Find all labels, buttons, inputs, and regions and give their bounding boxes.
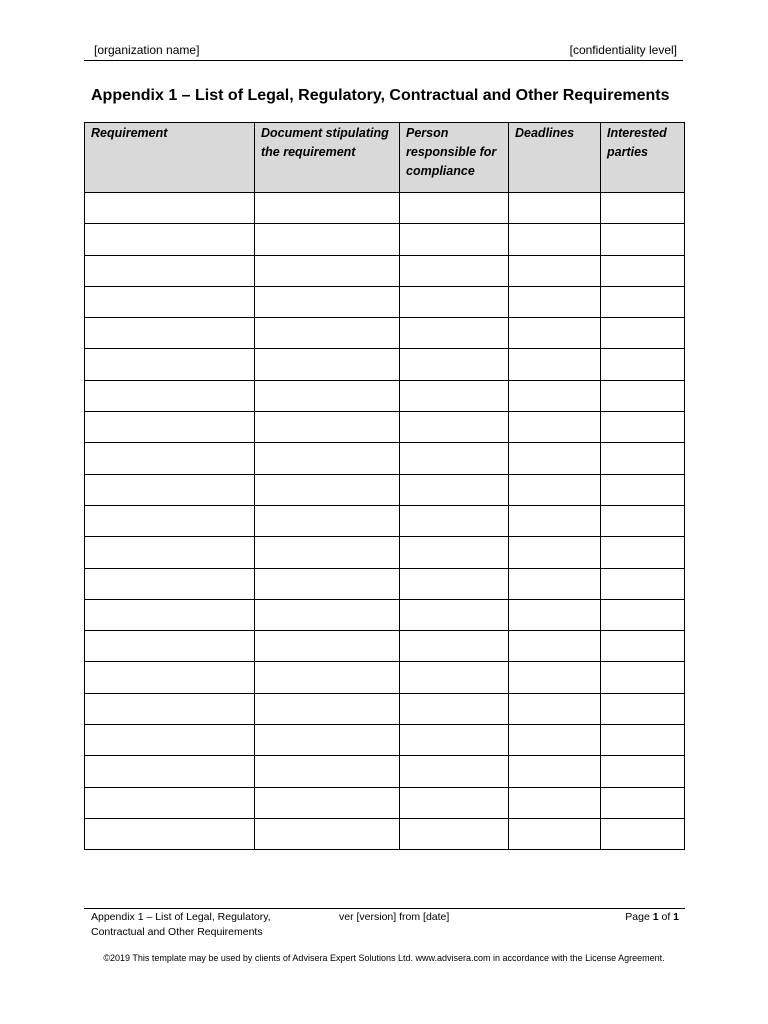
table-body (85, 193, 685, 850)
table-cell[interactable] (509, 662, 601, 693)
requirements-table (84, 122, 685, 850)
table-cell[interactable] (85, 224, 255, 255)
table-cell[interactable] (400, 662, 509, 693)
table-cell[interactable] (85, 756, 255, 787)
table-cell[interactable] (255, 318, 400, 349)
table-cell[interactable] (509, 537, 601, 568)
table-cell[interactable] (601, 818, 685, 849)
table-cell[interactable] (509, 380, 601, 411)
table-cell[interactable] (509, 568, 601, 599)
column-header-deadlines: Deadlines (509, 123, 601, 193)
table-cell[interactable] (255, 505, 400, 536)
organization-name: [organization name] (94, 43, 200, 57)
table-header-row (85, 123, 685, 193)
table-row (85, 505, 685, 536)
table-cell[interactable] (400, 537, 509, 568)
table-row (85, 599, 685, 630)
table-row (85, 255, 685, 286)
table-cell[interactable] (400, 255, 509, 286)
table-cell[interactable] (509, 224, 601, 255)
table-cell[interactable] (85, 818, 255, 849)
table-cell[interactable] (509, 599, 601, 630)
table-cell[interactable] (255, 412, 400, 443)
table-cell[interactable] (85, 443, 255, 474)
table-cell[interactable] (255, 443, 400, 474)
table-cell[interactable] (601, 318, 685, 349)
column-header-document: Document stipulating the requirement (255, 123, 400, 193)
table-cell[interactable] (85, 286, 255, 317)
table-cell[interactable] (400, 505, 509, 536)
table-cell[interactable] (255, 224, 400, 255)
table-cell[interactable] (85, 787, 255, 818)
table-cell[interactable] (509, 412, 601, 443)
table-cell[interactable] (601, 787, 685, 818)
table-cell[interactable] (509, 818, 601, 849)
table-cell[interactable] (509, 693, 601, 724)
page-footer (84, 908, 685, 938)
table-cell[interactable] (85, 599, 255, 630)
table-row (85, 443, 685, 474)
table-cell[interactable] (509, 443, 601, 474)
table-cell[interactable] (601, 725, 685, 756)
table-row (85, 818, 685, 849)
table-cell[interactable] (601, 662, 685, 693)
table-cell[interactable] (601, 537, 685, 568)
table-cell[interactable] (509, 318, 601, 349)
table-row (85, 787, 685, 818)
table-cell[interactable] (509, 349, 601, 380)
table-row (85, 412, 685, 443)
table-cell[interactable] (601, 349, 685, 380)
table-cell[interactable] (400, 412, 509, 443)
table-cell[interactable] (85, 505, 255, 536)
table-cell[interactable] (601, 693, 685, 724)
table-cell[interactable] (400, 756, 509, 787)
table-cell[interactable] (601, 474, 685, 505)
table-cell[interactable] (85, 693, 255, 724)
footer-document-title: Appendix 1 – List of Legal, Regulatory, Contractual and Other Requirements (91, 911, 271, 938)
table-cell[interactable] (400, 349, 509, 380)
table-row (85, 380, 685, 411)
table-cell[interactable] (601, 380, 685, 411)
table-cell[interactable] (400, 725, 509, 756)
table-cell[interactable] (400, 318, 509, 349)
table-cell[interactable] (400, 380, 509, 411)
table-cell[interactable] (400, 474, 509, 505)
page-header (84, 42, 683, 61)
table-cell[interactable] (255, 693, 400, 724)
table-cell[interactable] (509, 631, 601, 662)
table-cell[interactable] (85, 193, 255, 224)
table-row (85, 349, 685, 380)
page-total: 1 (673, 911, 679, 923)
table-cell[interactable] (85, 568, 255, 599)
table-cell[interactable] (601, 412, 685, 443)
table-cell[interactable] (400, 818, 509, 849)
table-cell[interactable] (400, 568, 509, 599)
table-cell[interactable] (255, 599, 400, 630)
table-cell[interactable] (400, 599, 509, 630)
page-current: 1 (652, 911, 659, 923)
table-cell[interactable] (255, 756, 400, 787)
table-cell[interactable] (601, 286, 685, 317)
table-row (85, 725, 685, 756)
table-cell[interactable] (255, 818, 400, 849)
table-cell[interactable] (255, 286, 400, 317)
table-cell[interactable] (255, 349, 400, 380)
table-cell[interactable] (85, 725, 255, 756)
table-cell[interactable] (85, 349, 255, 380)
page-number (625, 910, 679, 925)
table-row (85, 631, 685, 662)
table-cell[interactable] (509, 193, 601, 224)
table-row (85, 224, 685, 255)
copyright-notice: ©2019 This template may be used by clients of Advisera Expert Solutions Ltd. www.advisera.com in accordance with the License Agreement. (103, 953, 665, 963)
table-cell[interactable] (255, 537, 400, 568)
table-cell[interactable] (255, 474, 400, 505)
table-cell[interactable] (601, 568, 685, 599)
table-cell[interactable] (85, 255, 255, 286)
table-row (85, 756, 685, 787)
table-cell[interactable] (601, 255, 685, 286)
table-cell[interactable] (601, 756, 685, 787)
footer-version: ver [version] from [date] (339, 911, 450, 923)
table-cell[interactable] (400, 787, 509, 818)
table-row (85, 693, 685, 724)
table-cell[interactable] (85, 412, 255, 443)
table-cell[interactable] (85, 380, 255, 411)
table-cell[interactable] (509, 787, 601, 818)
column-header-interested-parties: Interested parties (601, 123, 685, 193)
table-cell[interactable] (400, 631, 509, 662)
column-header-person-responsible: Person responsible for compliance (400, 123, 509, 193)
page-title: Appendix 1 – List of Legal, Regulatory, Contractual and Other Requirements (91, 87, 670, 104)
table-row (85, 318, 685, 349)
table-cell[interactable] (509, 286, 601, 317)
column-header-requirement: Requirement (85, 123, 255, 193)
table-row (85, 662, 685, 693)
table-row (85, 286, 685, 317)
table-cell[interactable] (400, 286, 509, 317)
table-cell[interactable] (400, 443, 509, 474)
table-cell[interactable] (255, 568, 400, 599)
table-cell[interactable] (509, 505, 601, 536)
page-label: Page (625, 911, 653, 923)
table-cell[interactable] (601, 443, 685, 474)
table-cell[interactable] (509, 474, 601, 505)
table-cell[interactable] (601, 505, 685, 536)
table-cell[interactable] (601, 599, 685, 630)
table-cell[interactable] (509, 756, 601, 787)
table-cell[interactable] (85, 474, 255, 505)
table-cell[interactable] (601, 193, 685, 224)
table-row (85, 537, 685, 568)
table-row (85, 568, 685, 599)
table-cell[interactable] (85, 631, 255, 662)
table-cell[interactable] (255, 787, 400, 818)
confidentiality-level: [confidentiality level] (569, 43, 677, 57)
table-cell[interactable] (85, 662, 255, 693)
table-cell[interactable] (255, 193, 400, 224)
table-cell[interactable] (85, 537, 255, 568)
table-cell[interactable] (400, 224, 509, 255)
table-cell[interactable] (400, 193, 509, 224)
table-cell[interactable] (85, 318, 255, 349)
table-cell[interactable] (255, 662, 400, 693)
page-of-label: of (658, 911, 674, 923)
table-cell[interactable] (509, 725, 601, 756)
table-row (85, 474, 685, 505)
table-cell[interactable] (509, 255, 601, 286)
table-cell[interactable] (255, 255, 400, 286)
table-cell[interactable] (255, 380, 400, 411)
table-cell[interactable] (400, 693, 509, 724)
table-cell[interactable] (255, 631, 400, 662)
table-row (85, 193, 685, 224)
table-cell[interactable] (601, 224, 685, 255)
table-cell[interactable] (255, 725, 400, 756)
table-cell[interactable] (601, 631, 685, 662)
